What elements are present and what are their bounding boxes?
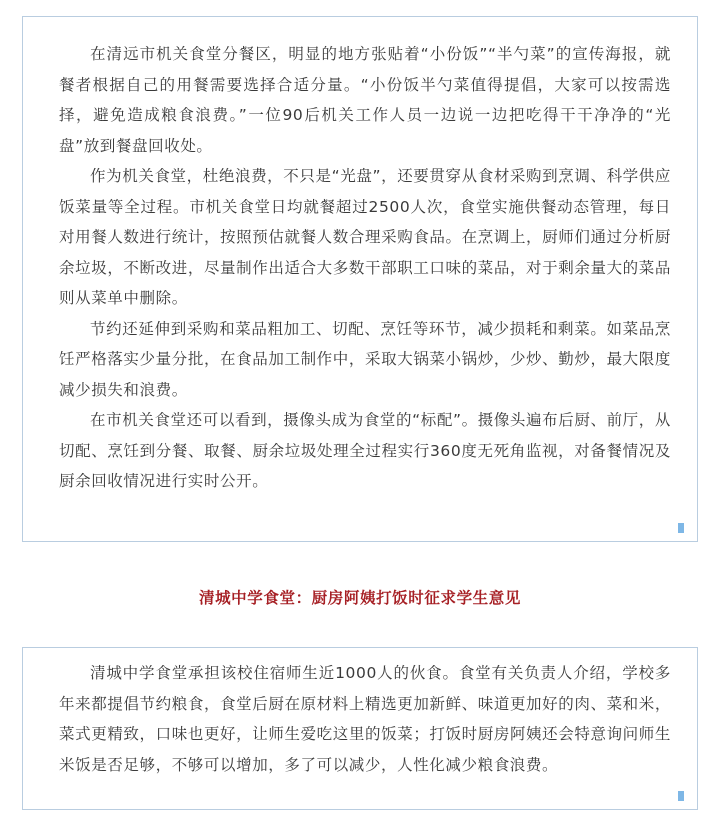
paragraph-1: 在清远市机关食堂分餐区，明显的地方张贴着“小份饭”“半勺菜”的宣传海报，就餐者根据自己的用餐需要选择合适分量。“小份饭半勺菜值得提倡，大家可以按需选择，避免造成粮食浪费。”一位90后机关工作人员一边说一边把吃得干干净净的“光盘”放到餐盘回收处。: [59, 45, 671, 155]
paragraph-3: 节约还延伸到采购和菜品粗加工、切配、烹饪等环节，减少损耗和剩菜。如菜品烹饪严格落实少量分批，在食品加工制作中，采取大锅菜小锅炒，少炒、勤炒，最大限度减少损失和浪费。: [59, 319, 671, 399]
article-box-2: [22, 647, 698, 810]
paragraph-5: 清城中学食堂承担该校住宿师生近1000人的伙食。食堂有关负责人介绍，学校多年来都提倡节约粮食，食堂后厨在原材料上精选更加新鲜、味道更加好的肉、菜和米，菜式更精致，口味也更好，让师生爱吃这里的饭菜；打饭时厨房阿姨还会特意询问师生米饭是否足够，不够可以增加，多了可以减少，人性化减少粮食浪费。: [59, 664, 671, 774]
section-title: 清城中学食堂：厨房阿姨打饭时征求学生意见: [198, 589, 521, 607]
paragraph-2: 作为机关食堂，杜绝浪费，不只是“光盘”，还要贯穿从食材采购到烹调、科学供应饭菜量等全过程。市机关食堂日均就餐超过2500人次，食堂实施供餐动态管理，每日对用餐人数进行统计，按照预估就餐人数合理采购食品。在烹调上，厨师们通过分析厨余垃圾，不断改进，尽量制作出适合大多数干部职工口味的菜品，对于剩余量大的菜品则从菜单中删除。: [59, 167, 671, 307]
article-box-1: [22, 16, 698, 542]
corner-decoration: [678, 791, 684, 801]
paragraph-4: 在市机关食堂还可以看到，摄像头成为食堂的“标配”。摄像头遍布后厨、前厅，从切配、烹饪到分餐、取餐、厨余垃圾处理全过程实行360度无死角监视，对备餐情况及厨余回收情况进行实时公开。: [59, 411, 671, 490]
corner-decoration: [678, 523, 684, 533]
